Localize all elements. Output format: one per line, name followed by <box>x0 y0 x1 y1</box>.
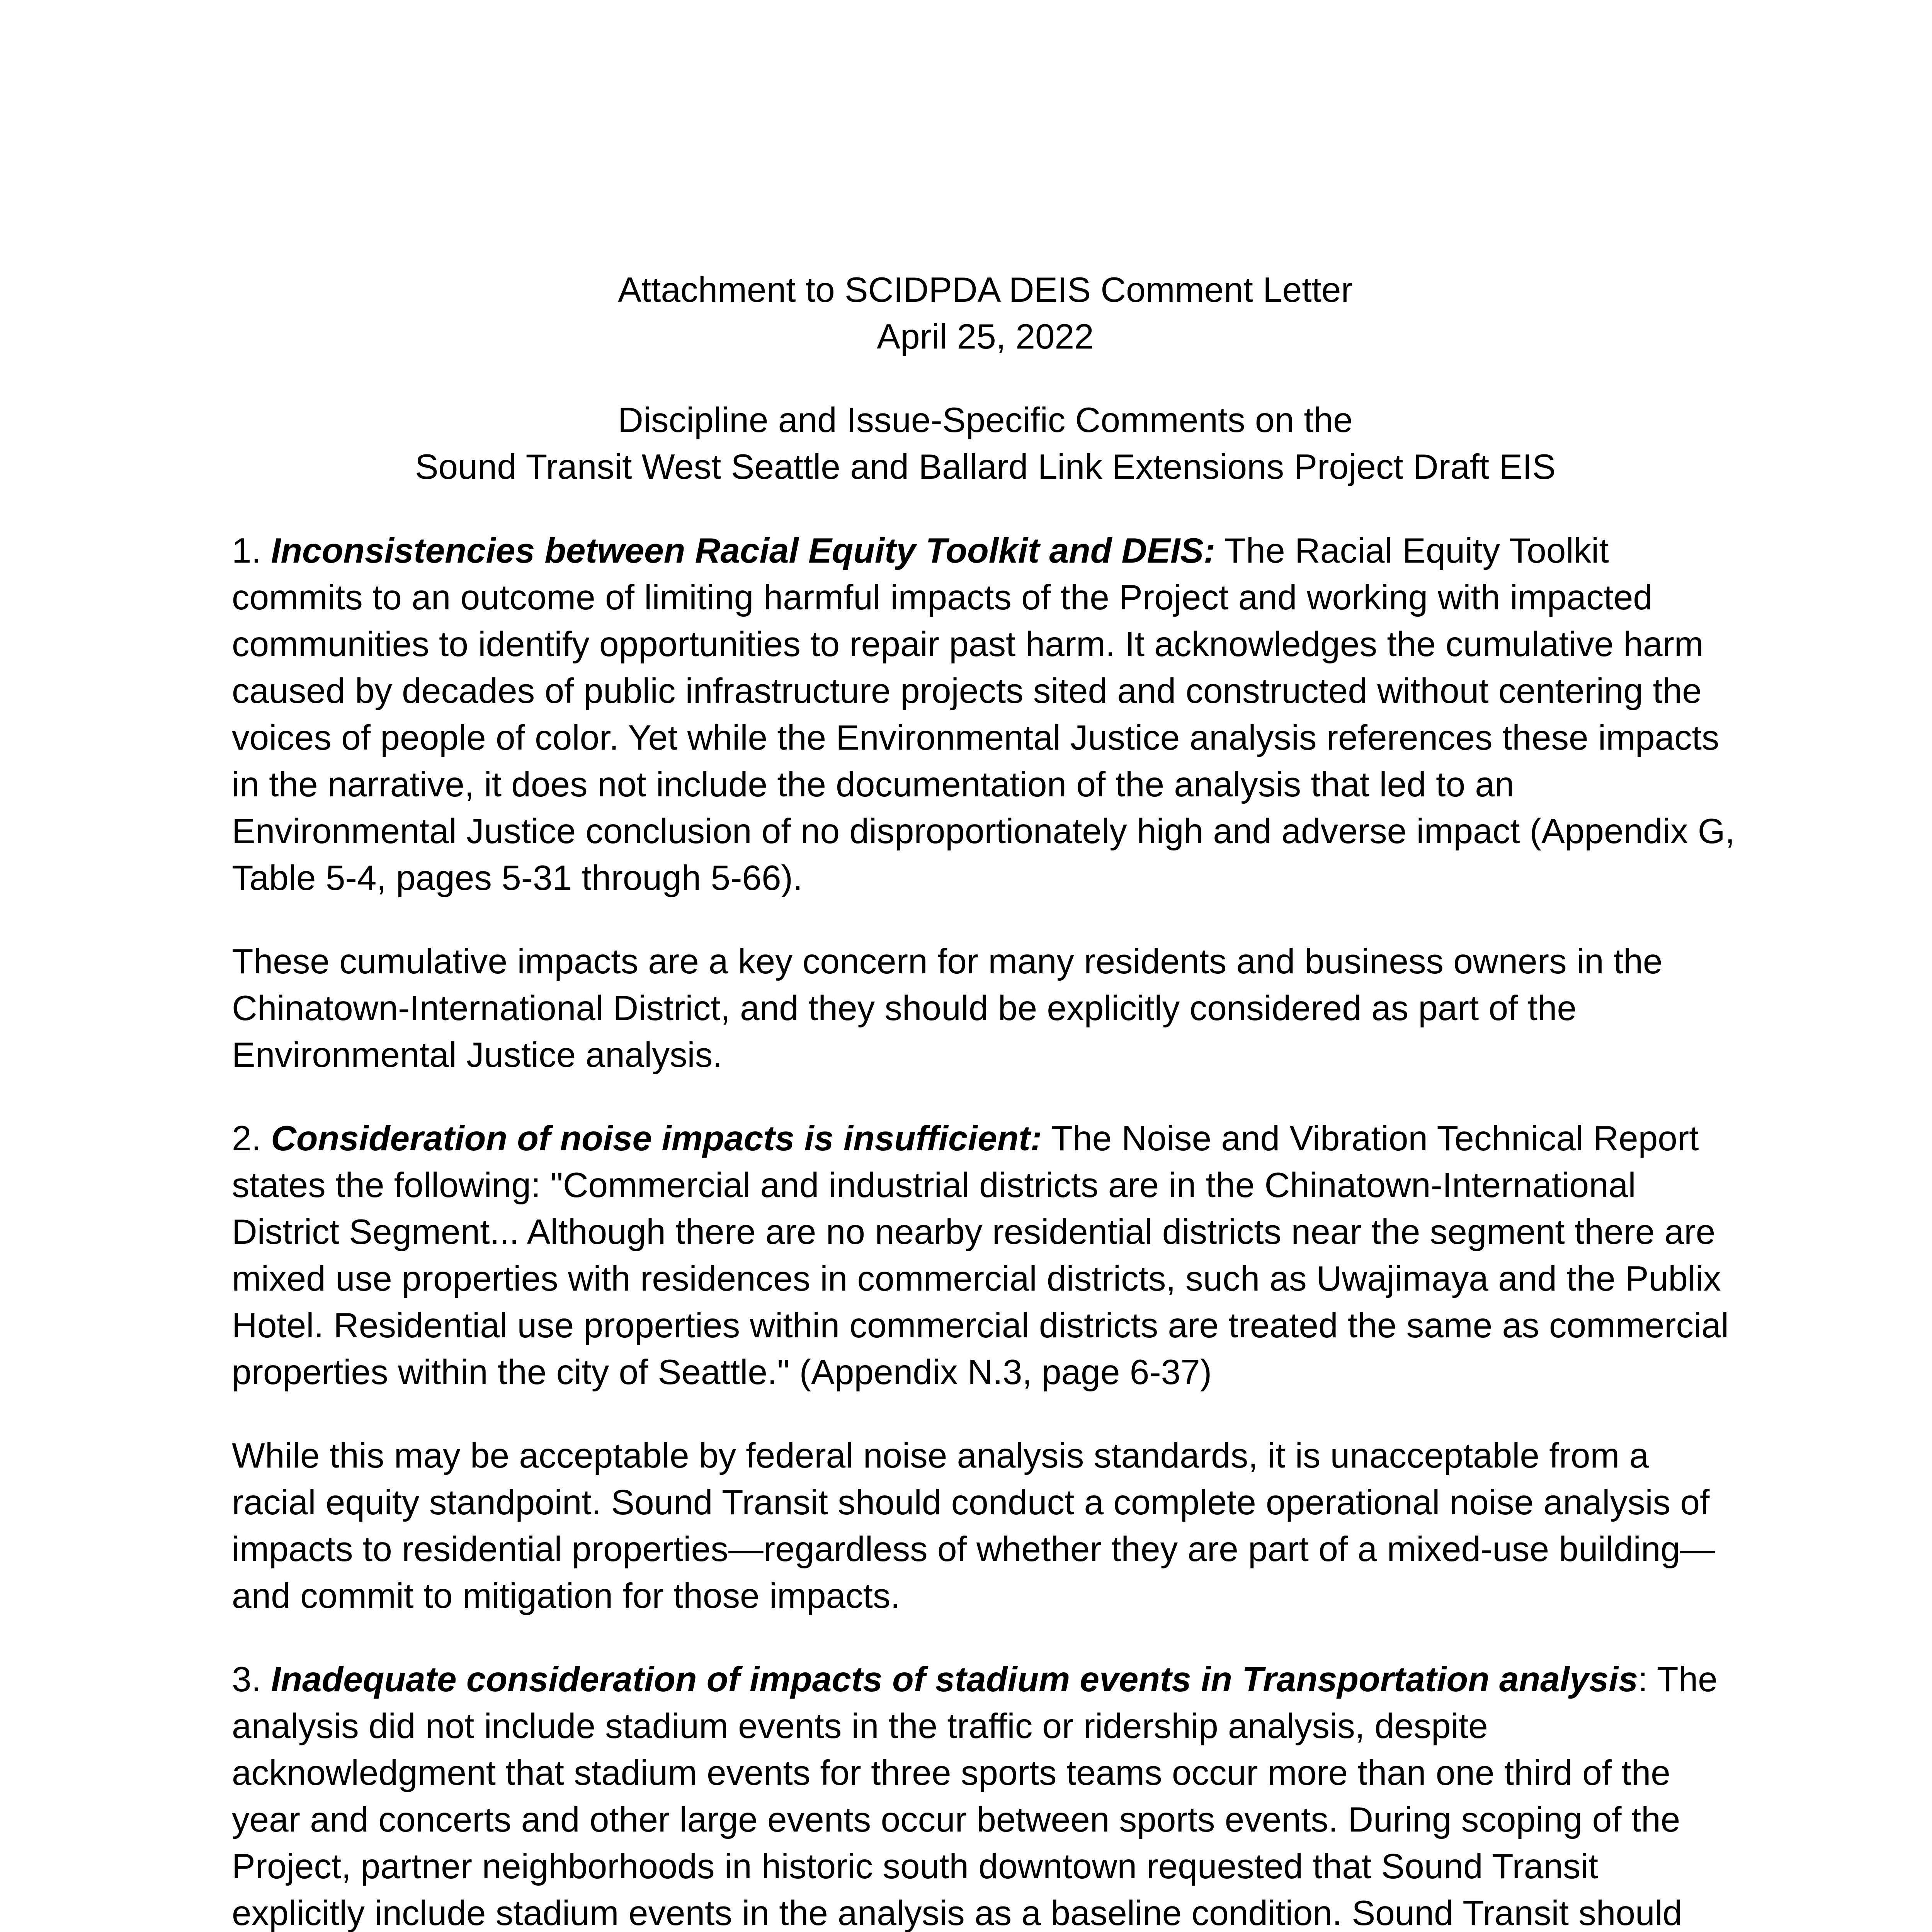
header-subtitle-line1: Discipline and Issue-Specific Comments on the <box>618 401 1353 440</box>
section-2-text: The Noise and Vibration Technical Report states the following: "Commercial and industrial districts are in the Chinatown-International District Segment... Although there are no nearby residential districts near the segment there are mixed use properties with residences in commercial districts, such as Uwajimaya and the Publix Hotel. Residential use properties within commercial districts are treated the same as commercial properties within the city of Seattle." (Appendix N.3, page 6-37) <box>232 1119 1729 1392</box>
section-3-heading: Inadequate consideration of impacts of stadium events in Transportation analysis <box>271 1660 1638 1699</box>
document-header <box>232 267 1739 490</box>
header-subtitle-line2: Sound Transit West Seattle and Ballard Link Extensions Project Draft EIS <box>415 447 1556 486</box>
header-title: Attachment to SCIDPDA DEIS Comment Letter <box>618 270 1353 310</box>
header-date: April 25, 2022 <box>877 317 1094 356</box>
section-3-number: 3. <box>232 1660 271 1699</box>
section-1-followup-paragraph: These cumulative impacts are a key concern for many residents and business owners in the Chinatown-International District, and they should be explicitly considered as part of the Environmental Justice analysis. <box>232 942 1663 1075</box>
section-1-text: The Racial Equity Toolkit commits to an outcome of limiting harmful impacts of the Project and working with impacted communities to identify opportunities to repair past harm. It acknowledges the cumulative harm caused by decades of public infrastructure projects sited and constructed without centering the voices of people of color. Yet while the Environmental Justice analysis references these impacts in the narrative, it does not include the documentation of the analysis that led to an Environmental Justice conclusion of no disproportionately high and adverse impact (Appendix G, Table 5-4, pages 5-31 through 5-66). <box>232 531 1735 898</box>
section-1-heading: Inconsistencies between Racial Equity Toolkit and DEIS: <box>271 531 1216 570</box>
header-subtitle-block <box>232 397 1739 490</box>
document-body <box>232 267 1739 1932</box>
section-3-separator: : <box>1638 1660 1648 1699</box>
section-1-number: 1. <box>232 531 271 570</box>
section-2-followup-paragraph: While this may be acceptable by federal noise analysis standards, it is unacceptable from a racial equity standpoint. Sound Transit should conduct a complete operational noise analysis of impacts to residential properties—regardless of whether they are part of a mixed-use building—and commit to mitigation for those impacts. <box>232 1436 1716 1616</box>
section-2-heading: Consideration of noise impacts is insufficient: <box>271 1119 1042 1158</box>
section-1-paragraph <box>232 527 1739 901</box>
section-2-number: 2. <box>232 1119 271 1158</box>
section-2-paragraph <box>232 1115 1739 1396</box>
section-3-text: The analysis did not include stadium events in the traffic or ridership analysis, despite acknowledgment that stadium events for three sports teams occur more than one third of the year and concerts and other large events occur between sports events. During scoping of the Project, partner neighborhoods in historic south downtown requested that Sound Transit explicitly include stadium events in the analysis as a baseline condition. Sound Transit should <box>232 1660 1718 1932</box>
section-3-paragraph <box>232 1656 1739 1932</box>
